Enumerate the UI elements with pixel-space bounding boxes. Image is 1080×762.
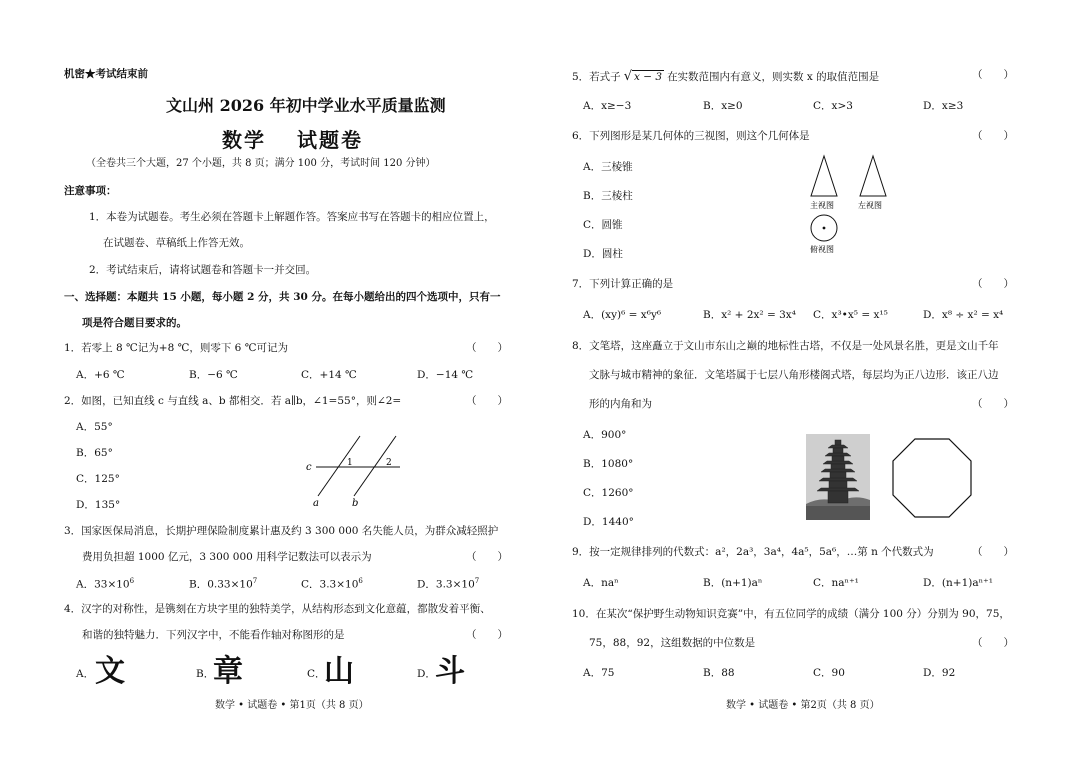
- q5-option-c: C．x>3: [813, 100, 853, 112]
- q3-option-a: A．$33\times 10^6$: [76, 577, 135, 591]
- q4-char-wen: 文: [95, 654, 125, 689]
- q10-option-b: B．88: [703, 667, 735, 679]
- subject-title: 数学 试题卷: [222, 128, 363, 152]
- exam-info: （全卷共三个大题，27 个小题，共 8 页；满分 100 分，考试时间 120 分钟）: [86, 158, 436, 169]
- q1-option-d: D．−14 ℃: [417, 369, 474, 381]
- q2-option-b: B．65°: [76, 447, 113, 459]
- q8-stem-line2: 文脉与城市精神的象征．文笔塔属于七层八角形楼阁式塔，每层均为正八边形．该正八边: [589, 369, 999, 381]
- q6-option-b: B．三棱柱: [583, 190, 633, 202]
- q8-option-a: A．900°: [583, 429, 627, 441]
- notice-heading: 注意事项：: [64, 185, 117, 197]
- q10-answer-paren: （ ）: [972, 637, 1014, 649]
- q2-stem: 2．如图，已知直线 c 与直线 a、b 都相交．若 a∥b，∠1=55°，则∠2=: [64, 395, 402, 407]
- q2-option-d: D．135°: [76, 499, 121, 511]
- q2-option-c: C．125°: [76, 473, 120, 485]
- three-views-figure: [800, 152, 900, 256]
- q3-option-b: B．$0.33\times 10^7$: [189, 577, 258, 591]
- q1-option-b: B．−6 ℃: [189, 369, 238, 381]
- top-view-center-dot: [823, 227, 826, 230]
- q8-option-b: B．1080°: [583, 458, 634, 470]
- q7-answer-paren: （ ）: [972, 278, 1014, 290]
- q6-option-a: A．三棱锥: [583, 161, 633, 173]
- notice-1a: 1．本卷为试题卷。考生必须在答题卡上解题作答。答案应书写在答题卡的相应位置上，: [89, 211, 495, 223]
- q4-option-a: A．: [76, 668, 95, 680]
- pagoda-photo: [806, 434, 870, 520]
- top-view-label: 俯视图: [810, 245, 834, 254]
- label-c: c: [306, 462, 312, 473]
- q7-option-a: A．(xy)⁶ = x⁶y⁶: [583, 309, 662, 321]
- q9-stem: 9．按一定规律排列的代数式：a²，2a³，3a⁴，4a⁵，5a⁶，…第 n 个代数式为: [572, 546, 934, 558]
- notice-1b: 在试题卷、草稿纸上作答无效。: [103, 237, 250, 249]
- left-view-label: 左视图: [858, 201, 882, 210]
- q5-option-b: B．x≥0: [703, 100, 743, 112]
- exam-title: 文山州 2026 年初中学业水平质量监测: [166, 96, 446, 115]
- q1-stem: 1．若零上 8 ℃记为+8 ℃，则零下 6 ℃可记为: [64, 342, 288, 354]
- section-1-heading: 一、选择题：本题共 15 小题，每小题 2 分，共 30 分。在每小题给出的四个选项中，只有一: [64, 291, 501, 303]
- q3-option-d: D．$3.3\times 10^7$: [417, 577, 480, 591]
- q8-option-c: C．1260°: [583, 487, 634, 499]
- q10-stem-line2: 75，88，92，这组数据的中位数是: [589, 637, 756, 649]
- q4-char-shan: 山: [324, 654, 354, 689]
- q7-option-d: D．x⁸ ÷ x² = x⁴: [923, 309, 1004, 321]
- label-b: b: [352, 498, 359, 509]
- q9-option-a: A．naⁿ: [583, 577, 619, 589]
- q1-option-c: C．+14 ℃: [301, 369, 357, 381]
- q8-option-d: D．1440°: [583, 516, 634, 528]
- q9-option-b: B．(n+1)aⁿ: [703, 577, 763, 589]
- q7-option-b: B．x² + 2x² = 3x⁴: [703, 309, 796, 321]
- page2-footer: 数学 • 试题卷 • 第2页（共 8 页）: [726, 700, 880, 711]
- q10-option-d: D．92: [923, 667, 956, 679]
- q3-stem-line2: 费用负担超 1000 亿元，3 300 000 用科学记数法可以表示为: [82, 551, 372, 563]
- line-a: [318, 436, 360, 496]
- q5-stem: 5．若式子 √ x − 3 在实数范围内有意义，则实数 x 的取值范围是: [572, 69, 880, 84]
- q6-option-d: D．圆柱: [583, 248, 623, 260]
- q5-answer-paren: （ ）: [972, 69, 1014, 81]
- q6-answer-paren: （ ）: [972, 130, 1014, 142]
- q3-answer-paren: （ ）: [466, 551, 508, 563]
- q10-option-a: A．75: [583, 667, 615, 679]
- q9-option-c: C．naⁿ⁺¹: [813, 577, 859, 589]
- q4-option-b: B．: [196, 668, 215, 680]
- q4-char-dou: 斗: [435, 654, 465, 689]
- q8-answer-paren: （ ）: [972, 398, 1014, 410]
- notice-2: 2．考试结束后，请将试题卷和答题卡一并交回。: [89, 264, 317, 276]
- q5-option-d: D．x≥3: [923, 100, 964, 112]
- q5-radicand: x − 3: [633, 71, 663, 83]
- q2-option-a: A．55°: [76, 421, 113, 433]
- q5-option-a: A．x≥−3: [583, 100, 632, 112]
- q10-stem-line1: 10．在某次“保护野生动物知识竞赛”中，有五位同学的成绩（满分 100 分）分别为 90，75，: [572, 608, 1010, 620]
- page1-footer: 数学 • 试题卷 • 第1页（共 8 页）: [215, 700, 369, 711]
- q4-option-c: C．: [307, 668, 326, 680]
- q4-stem-line2: 和谐的独特魅力．下列汉字中，不能看作轴对称图形的是: [82, 629, 345, 641]
- q7-option-c: C．x³•x⁵ = x¹⁵: [813, 309, 888, 321]
- left-view-triangle: [860, 156, 886, 196]
- q4-option-d: D．: [417, 668, 436, 680]
- regular-octagon: [890, 436, 974, 520]
- q8-stem-line3: 形的内角和为: [589, 398, 652, 410]
- q2-answer-paren: （ ）: [466, 395, 508, 407]
- q6-option-c: C．圆锥: [583, 219, 623, 231]
- front-view-label: 主视图: [810, 201, 834, 210]
- q8-stem-line1: 8．文笔塔，这座矗立于文山市东山之巅的地标性古塔，不仅是一处风景名胜，更是文山千年: [572, 340, 999, 352]
- section-1-heading-cont: 项是符合题目要求的。: [82, 317, 187, 329]
- angle-2-label: 2: [386, 458, 392, 468]
- confidential-label: 机密★考试结束前: [64, 68, 148, 80]
- label-a: a: [313, 498, 319, 509]
- q4-stem-line1: 4．汉字的对称性，是镌刻在方块字里的独特美学，从结构形态到文化意蕴，都散发着平衡、: [64, 603, 491, 615]
- parallel-lines-figure: [300, 432, 410, 512]
- q4-char-zhang: 章: [213, 654, 243, 689]
- q3-stem-line1: 3．国家医保局消息，长期护理保险制度累计惠及约 3 300 000 名失能人员，为群众减轻照护: [64, 525, 499, 537]
- front-view-triangle: [811, 156, 837, 196]
- q6-stem: 6．下列图形是某几何体的三视图，则这个几何体是: [572, 130, 810, 142]
- q4-answer-paren: （ ）: [466, 629, 508, 641]
- q1-option-a: A．+6 ℃: [76, 369, 125, 381]
- q3-option-c: C．$3.3\times 10^6$: [301, 577, 363, 591]
- q9-answer-paren: （ ）: [972, 546, 1014, 558]
- q1-answer-paren: （ ）: [466, 342, 508, 354]
- q7-stem: 7．下列计算正确的是: [572, 278, 674, 290]
- angle-1-label: 1: [347, 458, 353, 468]
- q9-option-d: D．(n+1)aⁿ⁺¹: [923, 577, 993, 589]
- q10-option-c: C．90: [813, 667, 845, 679]
